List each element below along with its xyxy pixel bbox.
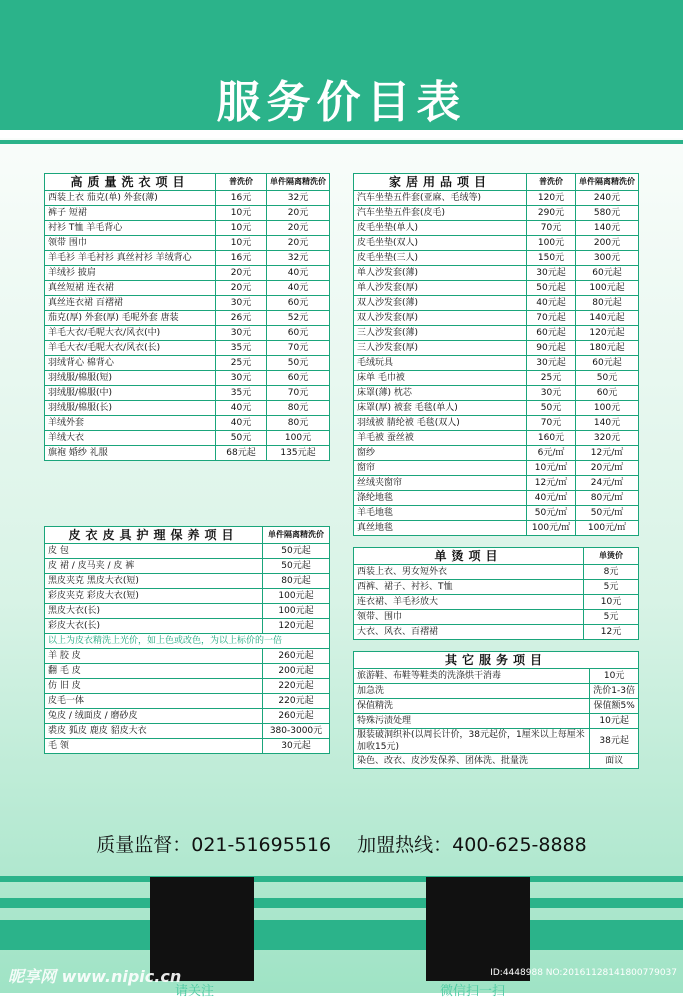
laundry-price: 20元 (267, 236, 330, 251)
laundry-item: 羽绒服/棉服(短) (45, 371, 216, 386)
home-item: 皮毛坐垫(单人) (354, 221, 527, 236)
contact-line (0, 830, 683, 857)
laundry-item: 真丝短裙 连衣裙 (45, 281, 216, 296)
laundry-price: 30元 (216, 296, 267, 311)
laundry-price: 35元 (216, 341, 267, 356)
laundry-col2: 单件隔离精洗价 (267, 174, 330, 191)
laundry-item: 羽绒背心 棉背心 (45, 356, 216, 371)
laundry-row (45, 236, 330, 251)
leather-row (45, 559, 330, 574)
home-price: 120元 (527, 191, 576, 206)
qr-left-label: 请关注 (175, 984, 215, 999)
other-price: 38元起 (590, 729, 639, 754)
other-row (354, 699, 639, 714)
home-row (354, 506, 639, 521)
qr-right-label: 微信扫一扫 (440, 984, 506, 999)
laundry-row (45, 356, 330, 371)
laundry-item: 羊毛衫 羊毛衬衫 真丝衬衫 羊绒背心 (45, 251, 216, 266)
leather-item: 兔皮 / 绒面皮 / 磨砂皮 (45, 709, 263, 724)
ironing-row (354, 610, 639, 625)
home-price: 20元/㎡ (576, 461, 639, 476)
laundry-price: 52元 (267, 311, 330, 326)
ironing-table (353, 547, 639, 640)
home-col2: 单件隔离精洗价 (576, 174, 639, 191)
leather-item: 皮 裙 / 皮马夹 / 皮 裤 (45, 559, 263, 574)
home-row (354, 521, 639, 536)
home-price: 50元/㎡ (527, 506, 576, 521)
laundry-row (45, 416, 330, 431)
laundry-item: 旗袍 婚纱 礼服 (45, 446, 216, 461)
laundry-item: 羊绒大衣 (45, 431, 216, 446)
home-price: 70元 (527, 416, 576, 431)
home-col1: 普洗价 (527, 174, 576, 191)
home-item: 三人沙发套(厚) (354, 341, 527, 356)
ironing-heading: 单烫项目 (354, 548, 584, 565)
laundry-price: 16元 (216, 251, 267, 266)
home-item: 皮毛坐垫(双人) (354, 236, 527, 251)
laundry-price: 16元 (216, 191, 267, 206)
home-item: 单人沙发套(薄) (354, 266, 527, 281)
home-item: 丝绒夹窗帘 (354, 476, 527, 491)
leather-table (44, 526, 330, 754)
watermark-id: ID:4448988 NO:20161128141800779037 (490, 968, 677, 978)
laundry-price: 26元 (216, 311, 267, 326)
laundry-price: 10元 (216, 206, 267, 221)
other-heading: 其它服务项目 (354, 652, 639, 669)
home-item: 窗纱 (354, 446, 527, 461)
ironing-price: 8元 (584, 565, 639, 580)
home-row (354, 326, 639, 341)
home-price: 60元起 (576, 266, 639, 281)
laundry-price: 68元起 (216, 446, 267, 461)
qr-code-right (426, 877, 530, 981)
other-item: 特殊污渍处理 (354, 714, 590, 729)
home-row (354, 221, 639, 236)
header-stripe (0, 140, 683, 144)
laundry-item: 真丝连衣裙 百褶裙 (45, 296, 216, 311)
leather-price: 50元起 (263, 544, 330, 559)
leather-item: 皮毛一体 (45, 694, 263, 709)
home-row (354, 491, 639, 506)
laundry-item: 领带 围巾 (45, 236, 216, 251)
leather-item: 翻 毛 皮 (45, 664, 263, 679)
home-price: 60元 (576, 386, 639, 401)
laundry-price: 40元 (216, 416, 267, 431)
home-row (354, 461, 639, 476)
home-row (354, 401, 639, 416)
home-price: 10元/㎡ (527, 461, 576, 476)
leather-item: 彩皮大衣(长) (45, 619, 263, 634)
laundry-price: 30元 (216, 326, 267, 341)
laundry-price: 40元 (216, 401, 267, 416)
home-price: 50元起 (527, 281, 576, 296)
ironing-item: 西装上衣、男女短外衣 (354, 565, 584, 580)
home-price: 70元 (527, 221, 576, 236)
home-item: 汽车坐垫五件套(亚麻、毛绒等) (354, 191, 527, 206)
laundry-price: 100元 (267, 431, 330, 446)
other-item: 服装破洞织补(以周长计价，38元起价，1厘米以上每厘米加收15元) (354, 729, 590, 754)
leather-heading: 皮衣皮具护理保养项目 (45, 527, 263, 544)
home-item: 床罩(薄) 枕芯 (354, 386, 527, 401)
home-price: 300元 (576, 251, 639, 266)
laundry-price: 60元 (267, 371, 330, 386)
laundry-row (45, 251, 330, 266)
home-price: 100元 (527, 236, 576, 251)
ironing-item: 西裤、裙子、衬衫、T恤 (354, 580, 584, 595)
laundry-price: 40元 (267, 281, 330, 296)
leather-row (45, 544, 330, 559)
franchise-hotline: 加盟热线：400-625-8888 (357, 834, 587, 856)
laundry-table (44, 173, 330, 461)
leather-item: 彩皮夹克 彩皮大衣(短) (45, 589, 263, 604)
home-item: 羽绒被 腈纶被 毛毯(双人) (354, 416, 527, 431)
laundry-row (45, 341, 330, 356)
leather-row (45, 739, 330, 754)
leather-row (45, 574, 330, 589)
leather-price: 120元起 (263, 619, 330, 634)
leather-row (45, 664, 330, 679)
leather-price: 100元起 (263, 589, 330, 604)
laundry-row (45, 221, 330, 236)
other-price: 保值额5% (590, 699, 639, 714)
laundry-item: 裤子 短裙 (45, 206, 216, 221)
laundry-item: 羊绒衫 披肩 (45, 266, 216, 281)
laundry-row (45, 326, 330, 341)
leather-price: 100元起 (263, 604, 330, 619)
leather-col: 单件隔离精洗价 (263, 527, 330, 544)
leather-note-row (45, 634, 330, 649)
ironing-item: 大衣、风衣、百褶裙 (354, 625, 584, 640)
laundry-price: 20元 (216, 281, 267, 296)
home-price: 100元/㎡ (527, 521, 576, 536)
laundry-price: 20元 (216, 266, 267, 281)
home-item: 羊毛地毯 (354, 506, 527, 521)
home-row (354, 236, 639, 251)
laundry-row (45, 401, 330, 416)
footer-stripe-3 (0, 920, 683, 950)
other-price: 10元起 (590, 714, 639, 729)
other-row (354, 669, 639, 684)
leather-row (45, 709, 330, 724)
leather-item: 羊 胶 皮 (45, 649, 263, 664)
laundry-item: 衬衫 T恤 羊毛背心 (45, 221, 216, 236)
home-price: 24元/㎡ (576, 476, 639, 491)
ironing-row (354, 565, 639, 580)
ironing-row (354, 580, 639, 595)
leather-row (45, 679, 330, 694)
home-price: 160元 (527, 431, 576, 446)
laundry-price: 10元 (216, 221, 267, 236)
home-table (353, 173, 639, 536)
laundry-item: 羽绒服/棉服(中) (45, 386, 216, 401)
laundry-price: 135元起 (267, 446, 330, 461)
leather-row (45, 694, 330, 709)
home-row (354, 386, 639, 401)
laundry-price: 10元 (216, 236, 267, 251)
laundry-row (45, 281, 330, 296)
home-price: 25元 (527, 371, 576, 386)
home-row (354, 341, 639, 356)
leather-row (45, 589, 330, 604)
laundry-price: 30元 (216, 371, 267, 386)
other-price: 洗价1-3倍 (590, 684, 639, 699)
laundry-price: 60元 (267, 296, 330, 311)
ironing-price: 5元 (584, 580, 639, 595)
laundry-row (45, 206, 330, 221)
laundry-price: 20元 (267, 206, 330, 221)
laundry-row (45, 431, 330, 446)
leather-item: 毛 领 (45, 739, 263, 754)
ironing-item: 连衣裙、羊毛衫放大 (354, 595, 584, 610)
laundry-price: 20元 (267, 221, 330, 236)
home-row (354, 191, 639, 206)
laundry-price: 80元 (267, 416, 330, 431)
leather-note: 以上为皮衣精洗上光价，如上色或改色，为以上标价的一倍 (45, 634, 330, 649)
home-row (354, 266, 639, 281)
home-price: 60元起 (527, 326, 576, 341)
other-table (353, 651, 639, 769)
home-price: 12元/㎡ (576, 446, 639, 461)
page-title: 服务价目表 (216, 77, 467, 128)
quality-hotline: 质量监督：021-51695516 (96, 834, 332, 856)
ironing-row (354, 595, 639, 610)
laundry-price: 25元 (216, 356, 267, 371)
watermark-site: 昵享网 www.nipic.cn (8, 967, 182, 986)
laundry-heading: 高质量洗衣项目 (45, 174, 216, 191)
home-price: 50元 (576, 371, 639, 386)
home-price: 90元起 (527, 341, 576, 356)
other-row (354, 729, 639, 754)
other-item: 染色、改衣、皮沙发保养、团体洗、批量洗 (354, 754, 590, 769)
home-price: 60元起 (576, 356, 639, 371)
home-price: 180元起 (576, 341, 639, 356)
home-price: 80元起 (576, 296, 639, 311)
home-item: 皮毛坐垫(三人) (354, 251, 527, 266)
other-item: 旅游鞋、布鞋等鞋类的洗涤烘干消毒 (354, 669, 590, 684)
home-item: 单人沙发套(厚) (354, 281, 527, 296)
home-price: 6元/㎡ (527, 446, 576, 461)
home-row (354, 431, 639, 446)
home-price: 100元 (576, 401, 639, 416)
laundry-price: 50元 (267, 356, 330, 371)
laundry-price: 80元 (267, 401, 330, 416)
home-row (354, 446, 639, 461)
home-price: 290元 (527, 206, 576, 221)
leather-row (45, 649, 330, 664)
laundry-price: 32元 (267, 191, 330, 206)
ironing-item: 领带、围巾 (354, 610, 584, 625)
home-price: 40元/㎡ (527, 491, 576, 506)
laundry-item: 羽绒服/棉服(长) (45, 401, 216, 416)
leather-price: 80元起 (263, 574, 330, 589)
leather-item: 黑皮大衣(长) (45, 604, 263, 619)
ironing-row (354, 625, 639, 640)
laundry-row (45, 266, 330, 281)
home-price: 30元起 (527, 356, 576, 371)
home-price: 320元 (576, 431, 639, 446)
leather-item: 黑皮夹克 黑皮大衣(短) (45, 574, 263, 589)
home-item: 涤纶地毯 (354, 491, 527, 506)
home-item: 床罩(厚) 被套 毛毯(单人) (354, 401, 527, 416)
laundry-price: 70元 (267, 341, 330, 356)
laundry-row (45, 371, 330, 386)
other-item: 加急洗 (354, 684, 590, 699)
home-row (354, 476, 639, 491)
home-row (354, 356, 639, 371)
home-row (354, 206, 639, 221)
home-item: 双人沙发套(薄) (354, 296, 527, 311)
footer-stripe-2 (0, 898, 683, 908)
laundry-row (45, 191, 330, 206)
home-price: 140元起 (576, 311, 639, 326)
home-price: 200元 (576, 236, 639, 251)
home-price: 12元/㎡ (527, 476, 576, 491)
home-price: 150元 (527, 251, 576, 266)
leather-item: 裘皮 狐皮 鹿皮 貂皮大衣 (45, 724, 263, 739)
laundry-item: 茄克(厚) 外套(厚) 毛呢外套 唐装 (45, 311, 216, 326)
home-row (354, 311, 639, 326)
home-price: 100元/㎡ (576, 521, 639, 536)
laundry-price: 35元 (216, 386, 267, 401)
home-item: 三人沙发套(薄) (354, 326, 527, 341)
home-item: 床单 毛巾被 (354, 371, 527, 386)
leather-item: 仿 旧 皮 (45, 679, 263, 694)
laundry-row (45, 296, 330, 311)
laundry-item: 羊毛大衣/毛呢大衣/风衣(中) (45, 326, 216, 341)
laundry-price: 32元 (267, 251, 330, 266)
ironing-price: 12元 (584, 625, 639, 640)
other-price: 10元 (590, 669, 639, 684)
home-price: 50元/㎡ (576, 506, 639, 521)
home-row (354, 251, 639, 266)
leather-item: 皮 包 (45, 544, 263, 559)
other-row (354, 684, 639, 699)
leather-price: 380-3000元 (263, 724, 330, 739)
home-price: 140元 (576, 416, 639, 431)
leather-price: 220元起 (263, 679, 330, 694)
home-price: 50元 (527, 401, 576, 416)
home-item: 真丝地毯 (354, 521, 527, 536)
laundry-row (45, 446, 330, 461)
laundry-col1: 普洗价 (216, 174, 267, 191)
leather-price: 260元起 (263, 649, 330, 664)
footer-stripe-1 (0, 876, 683, 882)
home-price: 120元起 (576, 326, 639, 341)
home-row (354, 281, 639, 296)
laundry-price: 60元 (267, 326, 330, 341)
laundry-item: 羊毛大衣/毛呢大衣/风衣(长) (45, 341, 216, 356)
leather-row (45, 604, 330, 619)
leather-price: 200元起 (263, 664, 330, 679)
other-price: 面议 (590, 754, 639, 769)
leather-price: 260元起 (263, 709, 330, 724)
laundry-row (45, 386, 330, 401)
home-item: 窗帘 (354, 461, 527, 476)
home-heading: 家居用品项目 (354, 174, 527, 191)
leather-price: 220元起 (263, 694, 330, 709)
home-price: 40元起 (527, 296, 576, 311)
ironing-price: 10元 (584, 595, 639, 610)
home-price: 240元 (576, 191, 639, 206)
other-row (354, 714, 639, 729)
home-price: 70元起 (527, 311, 576, 326)
home-price: 140元 (576, 221, 639, 236)
laundry-item: 羊绒外套 (45, 416, 216, 431)
home-price: 80元/㎡ (576, 491, 639, 506)
leather-row (45, 724, 330, 739)
leather-price: 50元起 (263, 559, 330, 574)
home-price: 30元起 (527, 266, 576, 281)
home-row (354, 416, 639, 431)
home-price: 30元 (527, 386, 576, 401)
home-item: 羊毛被 蚕丝被 (354, 431, 527, 446)
home-row (354, 371, 639, 386)
other-row (354, 754, 639, 769)
home-price: 100元起 (576, 281, 639, 296)
home-row (354, 296, 639, 311)
laundry-item: 西装上衣 茄克(单) 外套(薄) (45, 191, 216, 206)
home-item: 毛绒玩具 (354, 356, 527, 371)
leather-row (45, 619, 330, 634)
laundry-price: 40元 (267, 266, 330, 281)
laundry-price: 70元 (267, 386, 330, 401)
home-price: 580元 (576, 206, 639, 221)
ironing-col: 单烫价 (584, 548, 639, 565)
laundry-row (45, 311, 330, 326)
ironing-price: 5元 (584, 610, 639, 625)
other-item: 保值精洗 (354, 699, 590, 714)
leather-price: 30元起 (263, 739, 330, 754)
home-item: 汽车坐垫五件套(皮毛) (354, 206, 527, 221)
laundry-price: 50元 (216, 431, 267, 446)
home-item: 双人沙发套(厚) (354, 311, 527, 326)
